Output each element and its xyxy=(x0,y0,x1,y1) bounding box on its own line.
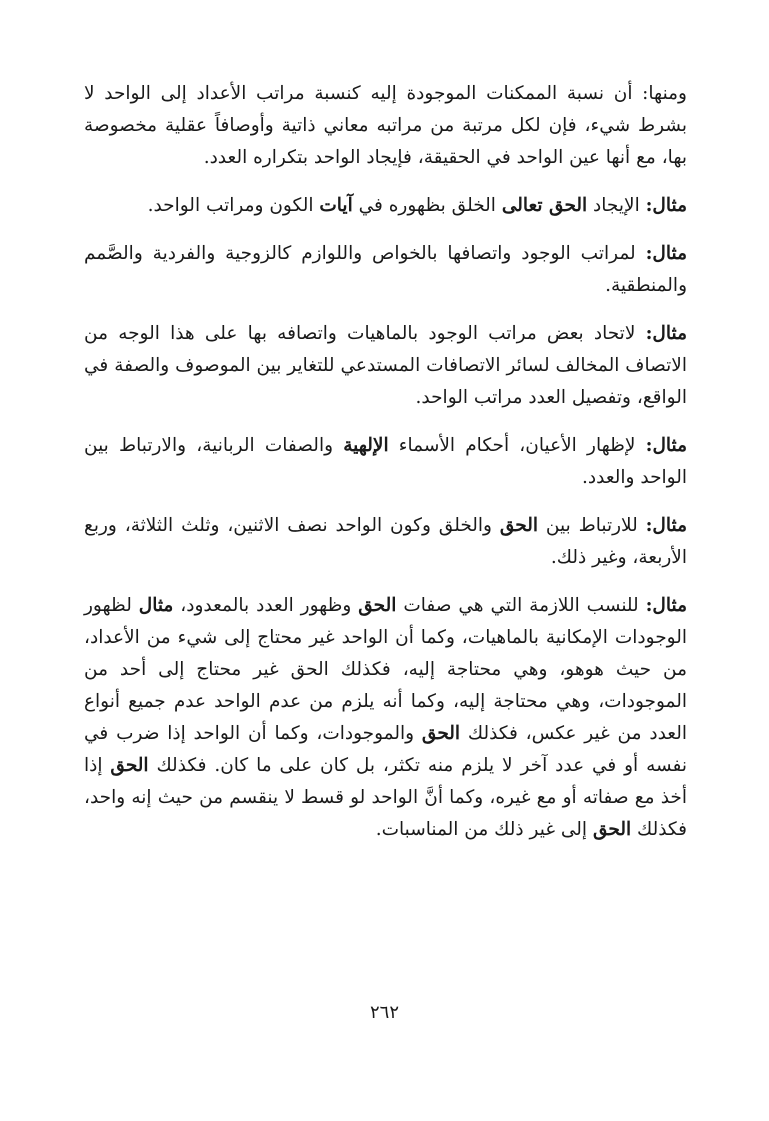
bold-term: مثال: xyxy=(645,435,688,456)
bold-term: الحق xyxy=(499,515,539,536)
text-run: والموجودات، وكما أن الواحد إذا ضرب في نفسه أو في عدد آخر لا يلزم منه تكثر، بل كان على ما كان. فكذلك xyxy=(84,723,688,776)
text-run: الإيجاد xyxy=(587,195,646,216)
bold-term: الحق xyxy=(592,819,632,840)
text-run: للارتباط بين xyxy=(538,515,646,536)
text-run: الكون ومراتب الواحد. xyxy=(147,195,320,216)
text-run: للنسب اللازمة التي هي صفات xyxy=(396,595,646,616)
bold-term: الحق xyxy=(421,723,461,744)
text-run: وظهور العدد بالمعدود، xyxy=(173,595,359,616)
text-run: والخلق وكون الواحد نصف الاثنين، وثلث الثلاثة، وربع الأربعة، وغير ذلك. xyxy=(84,515,687,568)
bold-term: مثال: xyxy=(645,595,687,616)
text-run: ومنها: أن نسبة الممكنات الموجودة إليه كنسبة مراتب الأعداد إلى الواحد لا بشرط شيء، فإن لكل مرتبة من مراتبه معاني ذاتية وأوصافاً عقلية مخصوصة بها، مع أنها عين الواحد في الحقيقة، فإيجاد الواحد بتكراره العدد. xyxy=(84,83,687,168)
text-run: لإظهار الأعيان، أحكام الأسماء xyxy=(388,435,646,456)
body-text xyxy=(84,78,687,846)
paragraph-4 xyxy=(84,318,687,414)
text-run: لاتحاد بعض مراتب الوجود بالماهيات واتصافه بها على هذا الوجه من الاتصاف المخالف لسائر الاتصافات المستدعي للتغاير بين الموصوف والصفة في الواقع، وتفصيل العدد مراتب الواحد. xyxy=(84,323,687,408)
bold-term: الإلهية xyxy=(343,435,389,456)
bold-term: آيات xyxy=(319,195,353,216)
text-run: لظهور الوجودات الإمكانية بالماهيات، وكما أن الواحد غير محتاج إلى شيء من الأعداد، من حيث هوهو، وهي محتاجة إليه، فكذلك الحق غير محتاج إلى أحد من الموجودات، وهي محتاجة إليه، وكما أنه يلزم من عدم الواحد عدم جميع أنواع العدد من غير عكس، فكذلك xyxy=(84,595,687,744)
text-run: لمراتب الوجود واتصافها بالخواص واللوازم كالزوجية والفردية والصَّمم والمنطقية. xyxy=(84,243,687,296)
bold-term: مثال xyxy=(138,595,174,616)
bold-term: مثال: xyxy=(645,515,687,536)
text-run: والصفات الربانية، والارتباط بين الواحد والعدد. xyxy=(84,435,687,488)
text-run: إذا أخذ مع صفاته أو مع غيره، وكما أنَّ الواحد لو قسط لا ينقسم من حيث إنه واحد، فكذلك xyxy=(84,755,687,840)
text-run: الخلق بظهوره في xyxy=(352,195,502,216)
bold-term: الحق تعالى xyxy=(501,195,588,216)
paragraph-2 xyxy=(84,190,687,222)
text-run: إلى غير ذلك من المناسبات. xyxy=(375,819,593,840)
paragraph-1 xyxy=(84,78,687,174)
bold-term: الحق xyxy=(110,755,149,776)
paragraph-5 xyxy=(84,430,687,494)
bold-term: الحق xyxy=(358,595,397,616)
paragraph-7 xyxy=(84,590,687,846)
paragraph-6 xyxy=(84,510,687,574)
page-number: ٢٦٢ xyxy=(369,1002,399,1023)
bold-term: مثال: xyxy=(645,195,687,216)
bold-term: مثال: xyxy=(645,323,687,344)
bold-term: مثال: xyxy=(645,243,687,264)
paragraph-3 xyxy=(84,238,687,302)
